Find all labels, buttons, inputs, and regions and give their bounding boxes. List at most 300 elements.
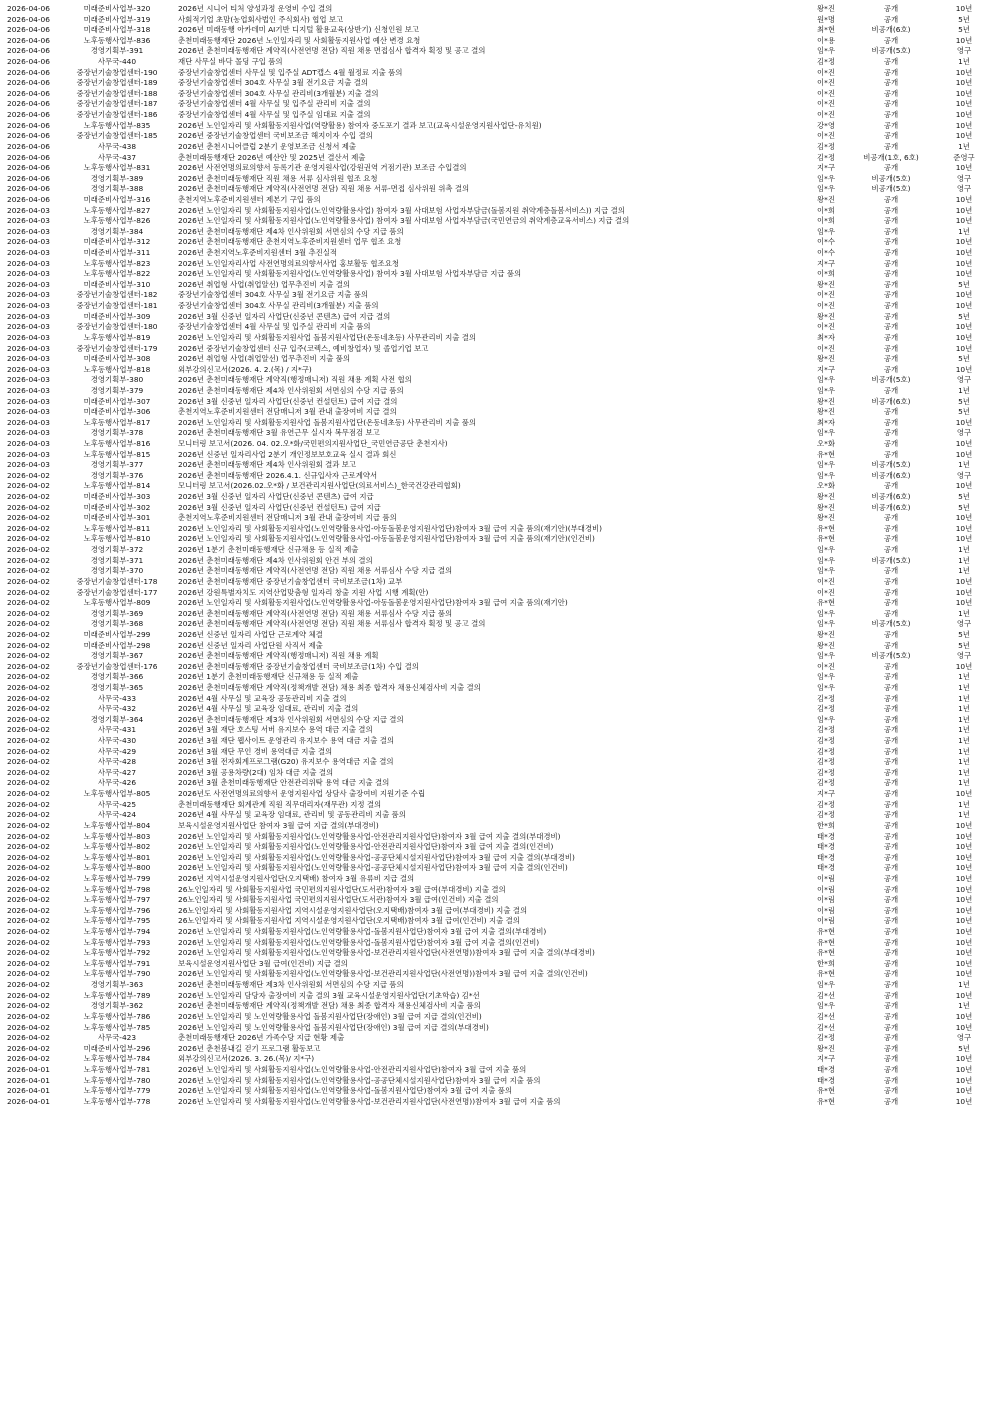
row-disclosure: 공개 [883,1054,899,1064]
row-title: 2026년 춘천미래동행재단 계약직(정책개발 전담) 채용 최종 합격자 채용신체검사비 지출 품의 [178,1001,481,1011]
row-author: 지*구 [817,258,835,268]
table-row [0,174,1000,185]
row-author: 김*정 [817,746,835,756]
table-row [0,577,1000,588]
row-doc-number: 경영기획부-369 [90,608,144,618]
row-doc-number: 노후동행사업부-805 [83,789,151,799]
row-doc-number: 미래준비사업부-302 [83,502,151,512]
row-date: 2026-04-06 [7,4,50,13]
table-row [0,290,1000,301]
row-retention: 영구 [956,651,972,661]
row-retention: 1년 [958,141,970,151]
row-disclosure: 비공개(5호) [871,173,911,183]
table-row [0,195,1000,206]
row-disclosure: 공개 [883,216,899,226]
table-row [0,1054,1000,1065]
table-row [0,991,1000,1002]
row-title: 2026년 노인일자리 및 사회활동지원사업(노인역량활용사업-공공단체시설지원사업단)참여자 3월 급여 지출 결의(부대경비) [178,852,575,862]
row-title: 2026년 노인일자리 및 사회활동지원사업(노인역량활용사업-공공단체시설지원사업단)참여자 3월 급여 지출 품의 [178,1075,541,1085]
row-doc-number: 노후동행사업부-800 [83,863,151,873]
row-doc-number: 노후동행사업부-815 [83,449,151,459]
row-date: 2026-04-02 [7,958,50,968]
row-title: 2026년 중장년기술창업센터 신규 입주(코렉스, 예비창업자) 및 졸업기업 보고 [178,343,429,353]
row-doc-number: 미래준비사업부-296 [83,1043,151,1053]
row-title: 26노인일자리 및 사회활동지원사업 국민편의지원사업단(도서관)참여자 3월 급여(부대경비) 지출 결의 [178,884,506,894]
row-disclosure: 공개 [883,958,899,968]
table-row [0,948,1000,959]
row-disclosure: 공개 [883,1033,899,1043]
row-doc-number: 미래준비사업부-309 [83,311,151,321]
row-title: 2026년 춘천지역노후준비지원센터 3월 추진실적 [178,248,338,258]
row-doc-number: 사무국-432 [97,704,137,714]
row-doc-number: 사무국-426 [97,778,137,788]
row-disclosure: 공개 [883,343,899,353]
row-retention: 1년 [958,672,970,682]
row-disclosure: 공개 [883,78,899,88]
row-author: 태*경 [817,842,835,852]
row-author: 임*우 [817,226,835,236]
table-row [0,471,1000,482]
row-retention: 10년 [955,120,973,130]
row-date: 2026-04-06 [7,88,50,98]
row-doc-number: 경영기획부-378 [90,428,144,438]
row-retention: 10년 [955,831,973,841]
row-date: 2026-04-03 [7,237,50,247]
row-disclosure: 비공개(5호) [871,555,911,565]
table-row [0,715,1000,726]
row-author: 이*진 [817,322,835,332]
row-retention: 10년 [955,916,973,926]
row-title: 2026년 중장년기술창업센터 국비보조금 해지이자 수입 결의 [178,131,373,141]
row-date: 2026-04-03 [7,364,50,374]
row-doc-number: 사무국-430 [97,736,137,746]
row-title: 2026년 춘천시니어클럽 2분기 운영보조금 신청서 제출 [178,141,357,151]
row-title: 춘천지역노후준비지원센터 제본기 구입 품의 [178,194,321,204]
row-disclosure: 공개 [883,873,899,883]
row-date: 2026-04-02 [7,513,50,523]
row-author: 임*우 [817,651,835,661]
table-row [0,1076,1000,1087]
row-retention: 1년 [958,980,970,990]
row-author: 왕*진 [817,194,835,204]
row-title: 2026년 노인일자리 및 사회활동지원사업(노인역량활용사업-공공단체시설지원사업단)참여자 3월 급여 지출 결의(인건비) [178,863,568,873]
row-doc-number: 미래준비사업부-316 [83,194,151,204]
row-retention: 영구 [956,46,972,56]
row-retention: 영구 [956,173,972,183]
table-row [0,248,1000,259]
row-date: 2026-04-02 [7,863,50,873]
row-title: 2026년 3월 재단 웹사이트 운영관리 유지보수 용역 대금 지출 결의 [178,736,395,746]
row-retention: 1년 [958,725,970,735]
row-title: 2026년 춘천미래동행재단 제4차 인사위원회 서면심의 수당 지급 품의 [178,385,404,395]
row-doc-number: 사무국-427 [97,767,137,777]
row-doc-number: 경영기획부-377 [90,460,144,470]
table-row [0,4,1000,15]
row-author: 왕*진 [817,279,835,289]
row-title: 2026년 3월 재단 무인 경비 용역대금 지출 결의 [178,746,333,756]
row-date: 2026-04-02 [7,629,50,639]
row-retention: 1년 [958,57,970,67]
row-retention: 10년 [955,576,973,586]
table-row [0,333,1000,344]
row-title: 2026년 4월 사무실 및 교육장 공동관리비 지출 결의 [178,693,347,703]
row-date: 2026-04-03 [7,311,50,321]
row-date: 2026-04-02 [7,831,50,841]
row-doc-number: 노후동행사업부-786 [83,1011,151,1021]
row-disclosure: 공개 [883,545,899,555]
row-title: 2026년 노인일자리 및 사회활동지원사업 돌봄지원사업단(온동네초등) 사무관리비 지출 품의 [178,417,477,427]
row-retention: 10년 [955,958,973,968]
table-row [0,397,1000,408]
row-author: 왕*진 [817,502,835,512]
row-date: 2026-04-02 [7,555,50,565]
row-retention: 1년 [958,714,970,724]
row-author: 김*선 [817,990,835,1000]
row-retention: 영구 [956,375,972,385]
row-date: 2026-04-02 [7,492,50,502]
row-retention: 5년 [958,279,970,289]
row-doc-number: 미래준비사업부-301 [83,513,151,523]
row-title: 2026년 춘천미래동행재단 제3차 인사위원회 서면심의 수당 지급 품의 [178,980,404,990]
row-disclosure: 공개 [883,290,899,300]
row-author: 이*수 [817,237,835,247]
row-doc-number: 미래준비사업부-298 [83,640,151,650]
row-doc-number: 노후동행사업부-818 [83,364,151,374]
row-retention: 10년 [955,1064,973,1074]
row-date: 2026-04-02 [7,767,50,777]
table-row [0,906,1000,917]
row-doc-number: 노후동행사업부-780 [83,1075,151,1085]
row-title: 2026년 3월 신중년 일자리 사업단(신중년 컨설턴트) 급여 지급 [178,502,381,512]
row-date: 2026-04-02 [7,587,50,597]
row-doc-number: 경영기획부-388 [90,184,144,194]
table-row [0,492,1000,503]
row-date: 2026-04-02 [7,619,50,629]
row-date: 2026-04-06 [7,35,50,45]
row-doc-number: 사무국-438 [97,141,137,151]
row-date: 2026-04-03 [7,332,50,342]
row-doc-number: 사무국-428 [97,757,137,767]
row-disclosure: 공개 [883,683,899,692]
row-date: 2026-04-02 [7,969,50,979]
row-disclosure: 비공개(5호) [871,46,911,56]
row-date: 2026-04-02 [7,566,50,576]
row-retention: 10년 [955,99,973,109]
table-row [0,46,1000,57]
row-title: 2026년 신중년 일자리 사업단원 사직서 제출 [178,640,323,650]
table-row [0,418,1000,429]
row-retention: 1년 [958,555,970,565]
table-row [0,778,1000,789]
row-date: 2026-04-02 [7,1043,50,1053]
row-date: 2026-04-02 [7,852,50,862]
row-title: 2026년 노인일자리 및 사회활동지원사업(노인역량활용사업-안전관리지원사업단)참여자 3월 급여 지출 결의(인건비) [178,842,554,852]
row-date: 2026-04-02 [7,980,50,990]
row-title: 외부강의신고서(2026. 4. 2.(목) / 지*구) [178,364,312,374]
row-date: 2026-04-02 [7,1054,50,1064]
row-retention: 준영구 [953,152,975,162]
row-author: 유*현 [817,1096,835,1106]
row-date: 2026-04-02 [7,661,50,671]
row-date: 2026-04-02 [7,470,50,480]
row-author: 임*우 [817,1001,835,1011]
row-retention: 1년 [958,693,970,703]
row-author: 임*우 [817,980,835,990]
row-title: 2026년 4월 사무실 및 교육장 임대료, 관리비 및 공동관리비 지출 품의 [178,810,406,820]
row-disclosure: 공개 [883,661,899,671]
row-author: 유*현 [817,1086,835,1096]
row-disclosure: 공개 [883,789,899,799]
row-doc-number: 노후동행사업부-785 [83,1022,151,1032]
table-row [0,927,1000,938]
row-doc-number: 중장년기술창업센터-185 [76,131,158,141]
row-date: 2026-04-03 [7,258,50,268]
row-retention: 10년 [955,258,973,268]
row-author: 왕*진 [817,492,835,502]
row-author: 최*자 [817,417,835,427]
row-disclosure: 공개 [883,354,899,364]
row-doc-number: 노후동행사업부-789 [83,990,151,1000]
row-author: 이*진 [817,88,835,98]
table-row [0,725,1000,736]
row-doc-number: 경영기획부-372 [90,545,144,555]
row-title: 2026년 노인일자리 담당자 출장여비 지출 결의 3월 교육시설운영지원사업단(기초학습) 김*선 [178,990,480,1000]
row-title: 2026년 춘천미래동행재단 제4차 인사위원회 결과 보고 [178,460,357,470]
row-doc-number: 노후동행사업부-792 [83,948,151,958]
row-title: 2026년 노인일자리 및 사회활동지원사업(노인역량활용사업-보건관리지원사업단(사전연명))참여자 3월 급여 지출 품의 [178,1096,561,1106]
row-title: 2026년 춘천미래동행재단 2026.4.1. 신규입사자 근로계약서 [178,470,378,480]
row-disclosure: 공개 [883,99,899,109]
table-row [0,874,1000,885]
row-retention: 10년 [955,1086,973,1096]
row-date: 2026-04-02 [7,481,50,491]
row-title: 모니터링 보고서(2026. 04. 02.오*화/국민편의지원사업단_국민연금공단 춘천지사) [178,438,448,448]
table-row [0,428,1000,439]
row-title: 2026년 노인일자리 및 사회활동지원사업(노인역량활용사업-보건관리지원사업단(사전연명))참여자 3월 급여 지출 결의(부대경비) [178,948,595,958]
row-disclosure: 공개 [883,1022,899,1032]
table-row [0,694,1000,705]
row-disclosure: 공개 [883,4,899,13]
row-doc-number: 사무국-429 [97,746,137,756]
row-retention: 10년 [955,513,973,523]
row-retention: 1년 [958,566,970,576]
row-disclosure: 비공개(6호) [871,25,911,35]
row-disclosure: 공개 [883,980,899,990]
row-date: 2026-04-02 [7,534,50,544]
row-title: 2026년 춘천미래동행재단 계약직(사전연명 전담) 직원 채용 서류-면접 심사위원 위촉 결의 [178,184,470,194]
table-row [0,969,1000,980]
table-row [0,534,1000,545]
row-date: 2026-04-03 [7,269,50,279]
row-doc-number: 중장년기술창업센터-181 [76,301,158,311]
table-row [0,269,1000,280]
row-author: 최*현 [817,25,835,35]
row-date: 2026-04-02 [7,789,50,799]
row-doc-number: 경영기획부-367 [90,651,144,661]
row-retention: 10년 [955,1011,973,1021]
row-disclosure: 공개 [883,57,899,67]
row-retention: 10년 [955,1022,973,1032]
row-author: 김*정 [817,757,835,767]
row-doc-number: 경영기획부-368 [90,619,144,629]
row-retention: 5년 [958,311,970,321]
row-author: 왕*진 [817,4,835,13]
table-row [0,1023,1000,1034]
row-date: 2026-04-02 [7,757,50,767]
row-disclosure: 공개 [883,194,899,204]
row-disclosure: 공개 [883,332,899,342]
row-disclosure: 공개 [883,301,899,311]
row-date: 2026-04-02 [7,725,50,735]
row-title: 2026년 춘천미래동행재단 계약직(행정매니저) 직원 채용 계획 [178,651,379,661]
row-author: 이*진 [817,290,835,300]
table-row [0,99,1000,110]
row-doc-number: 노후동행사업부-819 [83,332,151,342]
row-doc-number: 노후동행사업부-835 [83,120,151,130]
row-date: 2026-04-03 [7,226,50,236]
row-retention: 10년 [955,587,973,597]
row-doc-number: 노후동행사업부-797 [83,895,151,905]
table-row [0,683,1000,694]
row-author: 이*진 [817,576,835,586]
table-row [0,810,1000,821]
row-retention: 1년 [958,460,970,470]
row-date: 2026-04-06 [7,99,50,109]
table-row [0,386,1000,397]
row-title: 2026년 춘천미래동행재단 계약직(사전연명 전담) 직원 채용 서류심사 합격자 획정 및 공고 결의 [178,619,486,629]
table-row [0,15,1000,26]
row-doc-number: 중장년기술창업센터-179 [76,343,158,353]
row-retention: 10년 [955,598,973,608]
row-doc-number: 노후동행사업부-790 [83,969,151,979]
table-row [0,153,1000,164]
row-doc-number: 미래준비사업부-303 [83,492,151,502]
table-row [0,78,1000,89]
table-row [0,609,1000,620]
row-disclosure: 공개 [883,1086,899,1096]
row-date: 2026-04-02 [7,1011,50,1021]
row-title: 2026년 춘천미래동행재단 춘천지역노후준비지원센터 업무 협조 요청 [178,237,402,247]
table-row [0,619,1000,630]
row-disclosure: 비공개(5호) [871,184,911,194]
row-doc-number: 경영기획부-362 [90,1001,144,1011]
row-disclosure: 공개 [883,131,899,141]
row-retention: 10년 [955,969,973,979]
row-doc-number: 경영기획부-376 [90,470,144,480]
table-row [0,365,1000,376]
row-title: 재단 사무실 바닥 몰딩 구입 품의 [178,57,283,67]
row-disclosure: 공개 [883,725,899,735]
row-disclosure: 공개 [883,1096,899,1106]
row-title: 2026년 노인일자리 및 사회활동지원사업 돌봄지원사업단(온동네초등) 사무관리비 지출 결의 [178,332,477,342]
row-retention: 10년 [955,332,973,342]
row-disclosure: 공개 [883,576,899,586]
row-date: 2026-04-06 [7,194,50,204]
row-title: 2026년 춘천미래동행재단 제4차 인사위원회 안건 부의 결의 [178,555,373,565]
row-title: 26노인일자리 및 사회활동지원사업 지역시설운영지원사업단(오지택배)참여자 3월 급여(인건비) 지출 결의 [178,916,520,926]
row-doc-number: 미래준비사업부-308 [83,354,151,364]
row-title: 2026년 노인일자리 및 사회활동지원사업(노인역량활용사업) 참여자 3월 사대보험 사업자부담금(국민연금의 취약계층교육서비스) 지급 결의 [178,216,630,226]
row-author: 태*경 [817,863,835,873]
row-author: 이*희 [817,205,835,215]
row-doc-number: 경영기획부-364 [90,714,144,724]
row-retention: 영구 [956,428,972,438]
table-row [0,916,1000,927]
row-title: 2026년 1분기 춘천미래동행재단 신규채용 등 실적 제출 [178,672,359,682]
row-title: 춘천미래동행재단 회계관계 직원 직무대리자(재무관) 지정 결의 [178,799,382,809]
row-date: 2026-04-06 [7,57,50,67]
row-disclosure: 공개 [883,322,899,332]
row-date: 2026-04-03 [7,417,50,427]
row-author: 이*수 [817,248,835,258]
table-row [0,344,1000,355]
row-retention: 10년 [955,417,973,427]
row-retention: 1년 [958,778,970,788]
row-title: 2026년 노인일자리 및 사회활동지원사업(노인역량활용사업-돌봄지원사업단)참여자 3월 급여 지출 결의(부대경비) [178,927,547,937]
row-title: 2026년 시니어 티처 양성과정 운영비 수입 결의 [178,4,333,13]
row-retention: 10년 [955,205,973,215]
row-date: 2026-04-06 [7,67,50,77]
row-title: 2026년 춘천미래동행재단 중장년기술창업센터 국비보조금(1차) 수입 결의 [178,661,419,671]
row-title: 2026년 노인일자리 및 사회활동지원사업(노인역량활용사업) 참여자 3월 사대보험 사업자부담금 지급 품의 [178,269,522,279]
row-disclosure: 공개 [883,905,899,915]
row-disclosure: 공개 [883,205,899,215]
row-author: 유*현 [817,523,835,533]
row-date: 2026-04-02 [7,608,50,618]
row-author: 한*희 [817,958,835,968]
row-author: 김*정 [817,704,835,714]
row-disclosure: 공개 [883,778,899,788]
row-disclosure: 공개 [883,417,899,427]
table-row [0,121,1000,132]
row-author: 임*우 [817,555,835,565]
row-retention: 10년 [955,842,973,852]
row-doc-number: 노후동행사업부-799 [83,873,151,883]
row-doc-number: 노후동행사업부-809 [83,598,151,608]
row-author: 이*진 [817,99,835,109]
row-retention: 10년 [955,88,973,98]
row-retention: 10년 [955,248,973,258]
table-row [0,895,1000,906]
row-retention: 10년 [955,4,973,13]
row-retention: 5년 [958,492,970,502]
row-disclosure: 공개 [883,534,899,544]
row-doc-number: 경영기획부-370 [90,566,144,576]
row-author: 왕*진 [817,407,835,417]
table-row [0,789,1000,800]
row-doc-number: 경영기획부-391 [90,46,144,56]
row-date: 2026-04-03 [7,205,50,215]
row-doc-number: 미래준비사업부-310 [83,279,151,289]
row-date: 2026-04-01 [7,1096,50,1106]
row-retention: 10년 [955,237,973,247]
row-title: 2026년 강원특별자치도 지역산업맞춤형 일자리 창출 지원 사업 시행 계획(안) [178,587,429,597]
row-retention: 5년 [958,354,970,364]
row-date: 2026-04-02 [7,704,50,714]
row-author: 이*진 [817,343,835,353]
row-disclosure: 공개 [883,842,899,852]
table-row [0,1033,1000,1044]
row-author: 이*림 [817,884,835,894]
row-author: 임*우 [817,385,835,395]
row-author: 임*우 [817,619,835,629]
table-row [0,513,1000,524]
row-disclosure: 비공개(6호) [871,396,911,406]
row-doc-number: 경영기획부-380 [90,375,144,385]
row-retention: 10년 [955,364,973,374]
table-row [0,672,1000,683]
row-disclosure: 공개 [883,1043,899,1053]
